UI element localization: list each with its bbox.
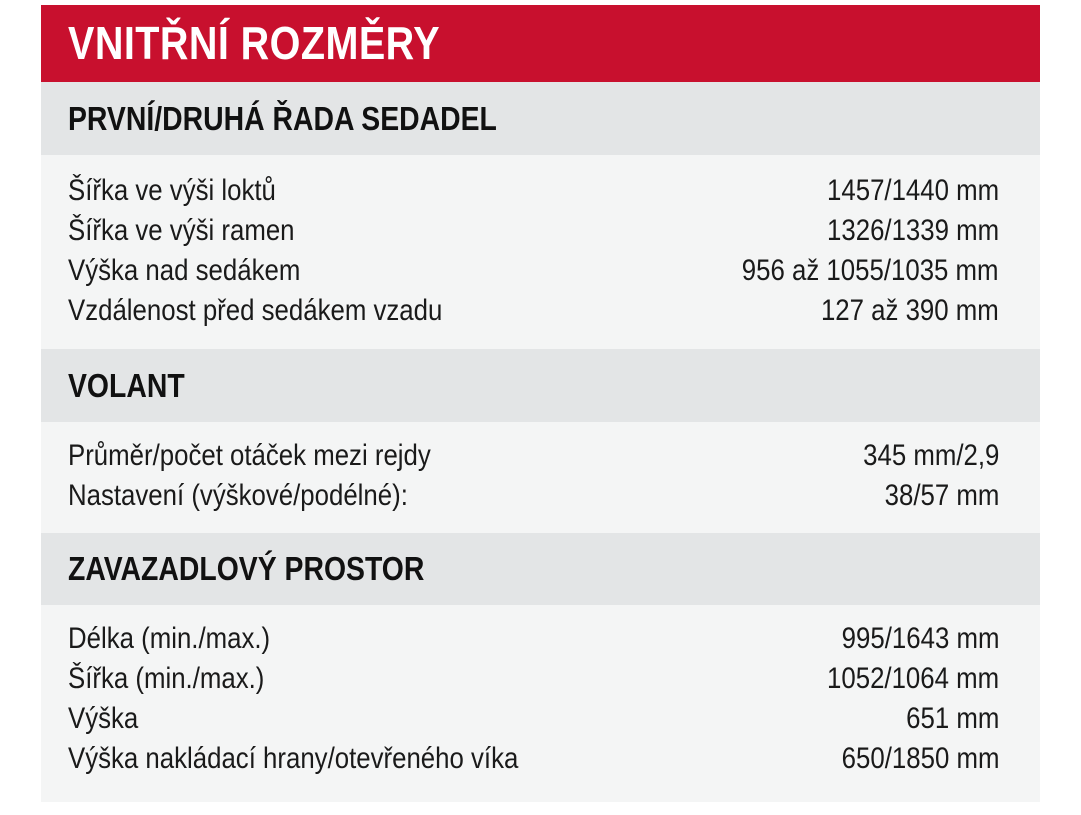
interior-dimensions-table <box>41 5 1040 802</box>
section-heading-text: ZAVAZADLOVÝ PROSTOR <box>68 550 425 587</box>
row-value: 345 mm/2,9 <box>862 439 999 472</box>
section-body-seats <box>41 155 1040 349</box>
section-heading-luggage <box>41 533 1040 605</box>
table-row <box>68 291 999 331</box>
table-row <box>68 699 999 739</box>
row-value: 127 až 390 mm <box>821 294 999 327</box>
row-label: Průměr/počet otáček mezi rejdy <box>68 439 431 472</box>
row-label: Výška nad sedákem <box>68 254 301 287</box>
section-heading-text: PRVNÍ/DRUHÁ ŘADA SEDADEL <box>68 100 497 137</box>
row-value: 650/1850 mm <box>841 742 999 775</box>
table-row <box>68 739 999 779</box>
table-row <box>68 659 999 699</box>
row-value: 38/57 mm <box>884 479 999 512</box>
row-label: Délka (min./max.) <box>68 622 271 655</box>
section-heading-text: VOLANT <box>68 367 185 404</box>
row-value: 1326/1339 mm <box>826 214 999 247</box>
section-body-steering-wheel <box>41 422 1040 533</box>
row-label: Výška nakládací hrany/otevřeného víka <box>68 742 519 775</box>
section-heading-steering-wheel <box>41 349 1040 422</box>
row-label: Šířka (min./max.) <box>68 662 265 695</box>
table-row <box>68 619 999 659</box>
table-title <box>41 5 1040 82</box>
row-label: Šířka ve výši loktů <box>68 174 276 207</box>
section-body-luggage <box>41 605 1040 802</box>
table-row <box>68 171 999 211</box>
row-label: Nastavení (výškové/podélné): <box>68 479 408 512</box>
row-label: Vzdálenost před sedákem vzadu <box>68 294 443 327</box>
table-row <box>68 436 999 476</box>
table-row <box>68 251 999 291</box>
row-value: 651 mm <box>905 702 999 735</box>
row-value: 956 až 1055/1035 mm <box>742 254 999 287</box>
table-title-text: VNITŘNÍ ROZMĚRY <box>68 17 441 69</box>
row-label: Výška <box>68 702 139 735</box>
section-heading-seats <box>41 82 1040 155</box>
row-value: 1457/1440 mm <box>826 174 999 207</box>
row-label: Šířka ve výši ramen <box>68 214 295 247</box>
table-row <box>68 476 999 516</box>
row-value: 995/1643 mm <box>841 622 999 655</box>
row-value: 1052/1064 mm <box>826 662 999 695</box>
table-row <box>68 211 999 251</box>
